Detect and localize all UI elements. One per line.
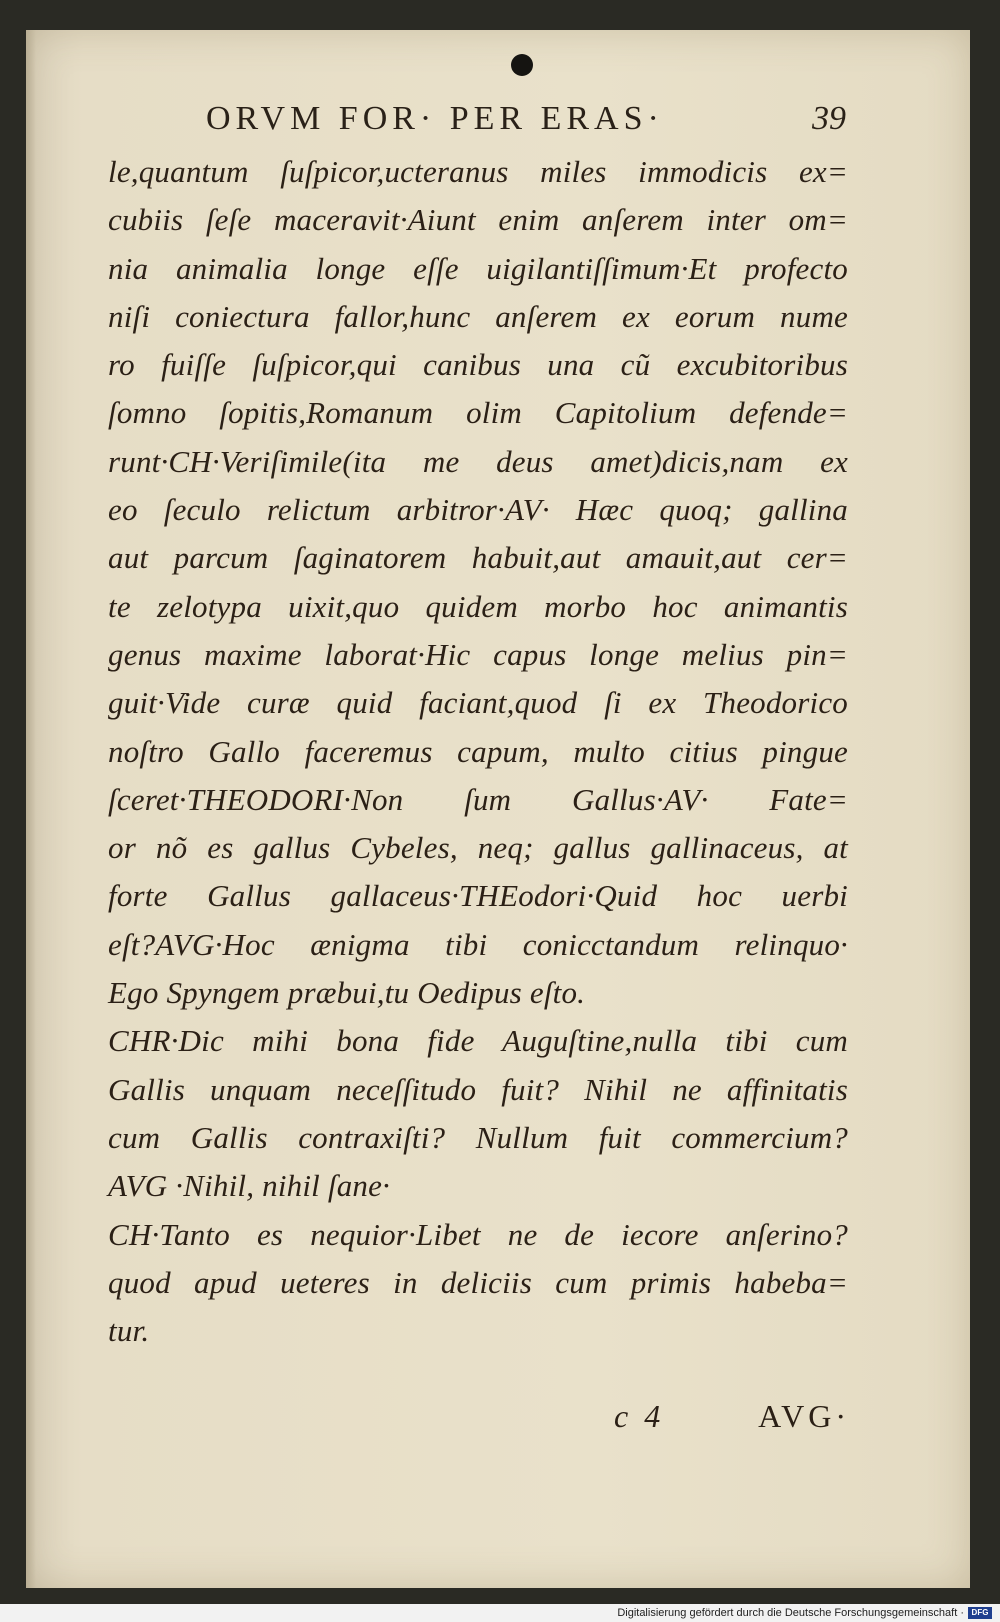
text-line: te zelotypa uixit,quo quidem morbo hoc animantis	[108, 588, 848, 624]
body-text	[108, 148, 848, 1355]
text-line: genus maxime laborat·Hic capus longe melius pin=	[108, 636, 848, 672]
text-line: CH·Tanto es nequior·Libet ne de iecore anſerino?	[108, 1216, 848, 1252]
text-line: ſomno ſopitis,Romanum olim Capitolium defende=	[108, 395, 848, 431]
running-title: ORVM FOR· PER ERAS·	[206, 100, 664, 137]
folio-number: 39	[812, 100, 846, 137]
text-line: runt·CH·Veriſimile(ita me deus amet)dicis,nam ex	[108, 443, 848, 479]
text-line: cubiis ſeſe maceravit·Aiunt enim anſerem inter om=	[108, 202, 848, 238]
text-line: CHR·Dic mihi bona fide Auguſtine,nulla tibi cum	[108, 1023, 848, 1059]
text-line: cum Gallis contraxiſti? Nullum fuit commercium?	[108, 1119, 848, 1155]
dfg-logo: DFG	[968, 1607, 992, 1619]
text-line: AVG ·Nihil, nihil ſane·	[108, 1168, 391, 1204]
text-line: or nõ es gallus Cybeles, neq; gallus gallinaceus, at	[108, 830, 848, 866]
text-line: guit·Vide curæ quid faciant,quod ſi ex Theodorico	[108, 685, 848, 721]
text-line: eo ſeculo relictum arbitror·AV· Hæc quoq; gallina	[108, 492, 848, 528]
catchword-row	[614, 1398, 850, 1438]
running-header	[206, 100, 846, 140]
funding-credit: Digitalisierung gefördert durch die Deutsche Forschungsgemeinschaft ·	[617, 1607, 964, 1619]
text-line: tur.	[108, 1313, 150, 1349]
text-line: quod apud ueteres in deliciis cum primis habeba=	[108, 1264, 848, 1300]
binding-hole	[511, 54, 533, 76]
text-line: le,quantum ſuſpicor,ucteranus miles immodicis ex=	[108, 154, 848, 189]
text-line: ſceret·THEODORI·Non ſum Gallus·AV· Fate=	[108, 781, 848, 817]
text-line: forte Gallus gallaceus·THEodori·Quid hoc uerbi	[108, 878, 848, 914]
text-line: Gallis unquam neceſſitudo fuit? Nihil ne affinitatis	[108, 1071, 848, 1107]
catchword: AVG·	[758, 1398, 850, 1434]
text-line: noſtro Gallo faceremus capum, multo citius pingue	[108, 733, 848, 769]
text-line: eſt?AVG·Hoc ænigma tibi conicctandum relinquo·	[108, 926, 848, 962]
text-line: ro fuiſſe ſuſpicor,qui canibus una cũ excubitoribus	[108, 347, 848, 383]
text-line: nia animalia longe eſſe uigilantiſſimum·Et profecto	[108, 250, 848, 286]
text-line: aut parcum ſaginatorem habuit,aut amauit,aut cer=	[108, 540, 848, 576]
page-gutter-shadow	[26, 30, 36, 1588]
text-line: niſi coniectura fallor,hunc anſerem ex eorum nume	[108, 298, 848, 334]
signature-mark: c 4	[614, 1398, 665, 1434]
text-line: Ego Spyngem præbui,tu Oedipus eſto.	[108, 975, 586, 1011]
